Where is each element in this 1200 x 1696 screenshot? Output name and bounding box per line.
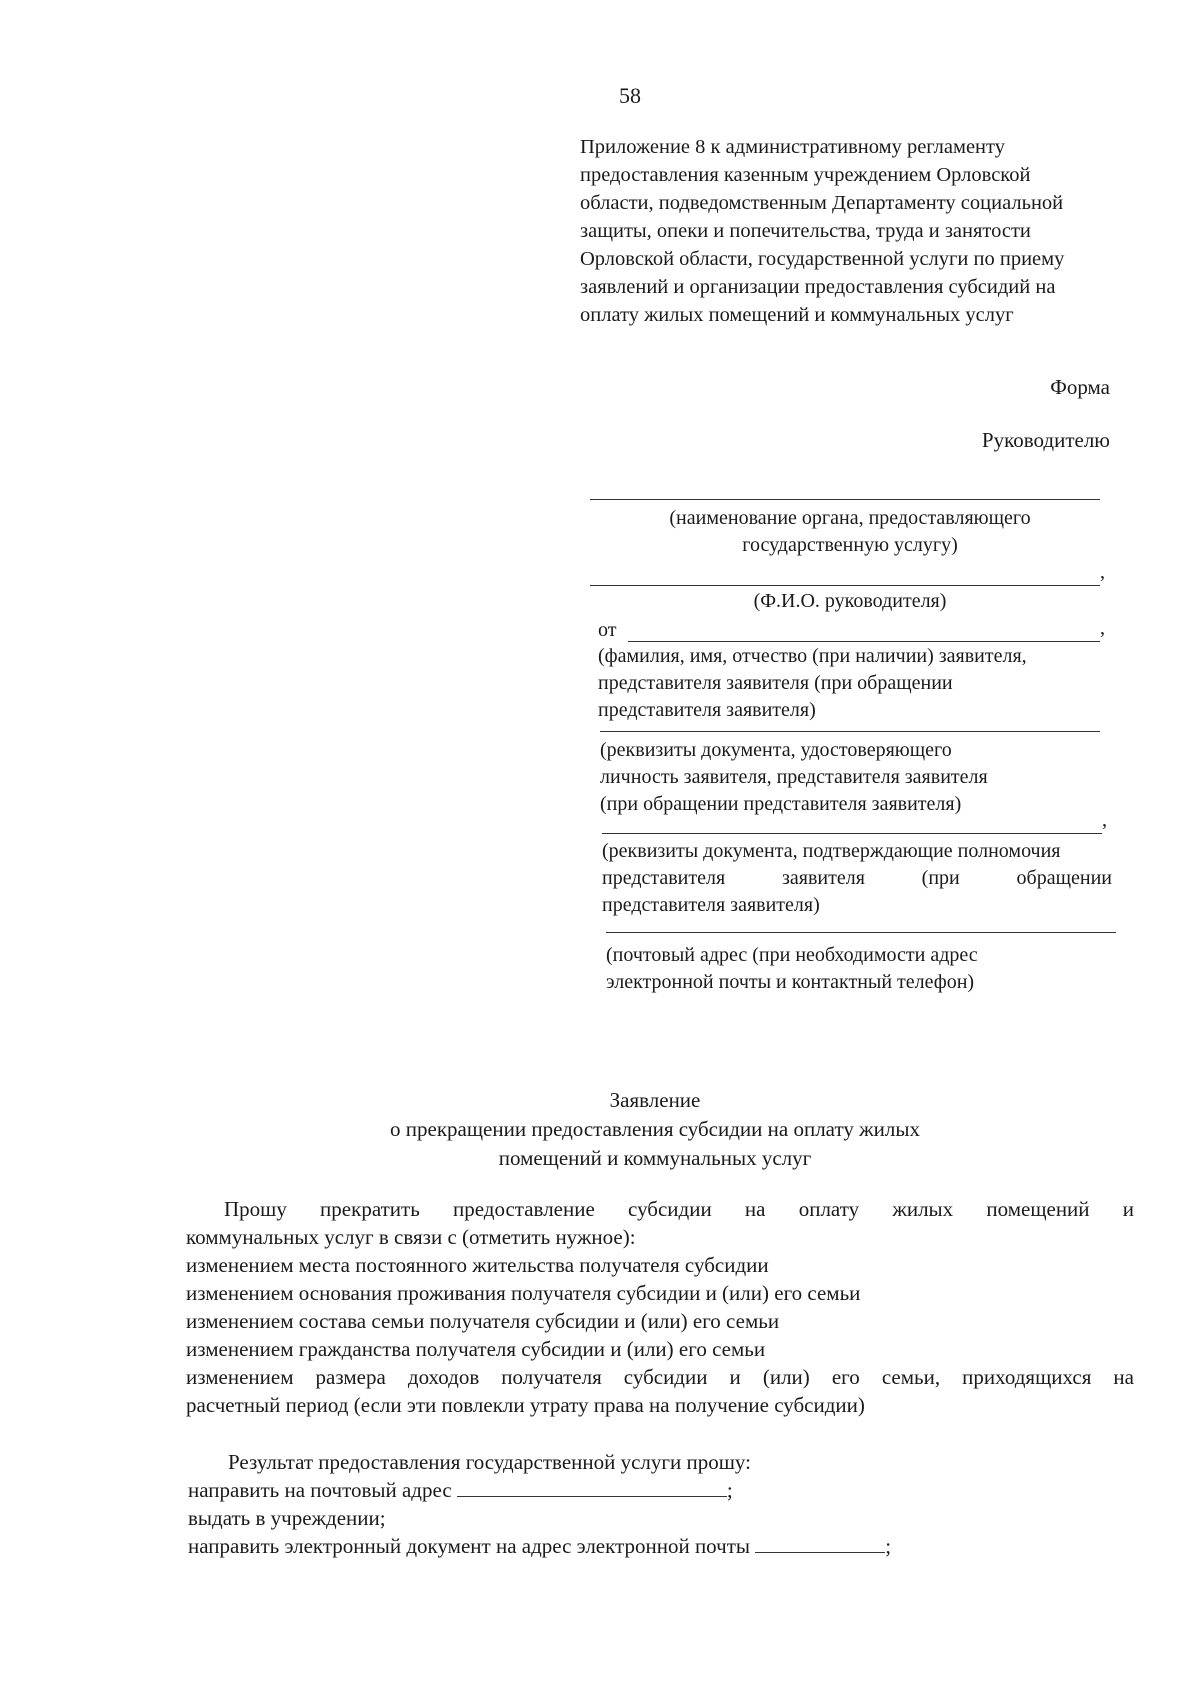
appendix-line: предоставления казенным учреждением Орловской (580, 164, 1031, 186)
email-blank[interactable] (755, 1534, 885, 1553)
form-label: Форма (1050, 375, 1110, 399)
id-document-line[interactable] (600, 731, 1100, 732)
id-document-caption: (реквизиты документа, удостоверяющего личность заявителя, представителя заявителя (при обращении представителя заявителя) (600, 739, 988, 815)
comma: , (1100, 561, 1105, 583)
applicant-caption: (фамилия, имя, отчество (при наличии) заявителя, представителя заявителя (при обращении представителя заявителя) (598, 645, 1027, 721)
appendix-line: Орловской области, государственной услуги по приему (580, 248, 1065, 270)
result-postal[interactable]: направить на почтовый адрес ; (188, 1478, 733, 1502)
option-family[interactable]: изменением состава семьи получателя субсидии и (или) его семьи (186, 1309, 780, 1333)
option-basis[interactable]: изменением основания проживания получателя субсидии и (или) его семьи (186, 1281, 861, 1305)
appendix-line: защиты, опеки и попечительства, труда и занятости (580, 220, 1031, 242)
appendix-line: Приложение 8 к административному регламенту (580, 136, 1005, 158)
request-body (186, 1195, 1134, 1419)
postal-blank[interactable] (457, 1478, 727, 1497)
appendix-reference (580, 133, 1120, 329)
result-email[interactable]: направить электронный документ на адрес электронной почты ; (188, 1534, 892, 1558)
organ-name-line[interactable] (590, 499, 1100, 500)
result-in-office[interactable]: выдать в учреждении; (188, 1506, 386, 1530)
head-caption: (Ф.И.О. руководителя) (753, 590, 947, 612)
result-section (188, 1448, 1088, 1560)
result-heading: Результат предоставления государственной услуги прошу: (228, 1450, 751, 1474)
authority-caption: (реквизиты документа, подтверждающие полномочия представителя заявителя (при обращении представителя заявителя) (602, 840, 1112, 916)
option-income-cont: расчетный период (если эти повлекли утрату права на получение субсидии) (186, 1393, 865, 1417)
authority-caption-justified: представителя заявителя (при обращении (602, 867, 1112, 889)
appendix-line: оплату жилых помещений и коммунальных услуг (580, 304, 1014, 326)
request-line: Прошу прекратить предоставление субсидии на оплату жилых помещений и (224, 1197, 1134, 1221)
addressee-to: Руководителю (981, 428, 1110, 452)
option-income[interactable]: изменением размера доходов получателя субсидии и (или) его семьи, приходящихся на (186, 1365, 1134, 1389)
organ-caption: (наименование органа, предоставляющего государственную услугу) (669, 507, 1031, 556)
applicant-name-line[interactable] (628, 641, 1100, 642)
page-number: 58 (619, 83, 641, 108)
appendix-line: области, подведомственным Департаменту социальной (580, 192, 1064, 214)
comma: , (1102, 809, 1107, 831)
comma: , (1100, 617, 1105, 639)
postal-caption: (почтовый адрес (при необходимости адрес электронной почты и контактный телефон) (606, 944, 978, 993)
appendix-line: заявлений и организации предоставления субсидий на (580, 276, 1056, 298)
document-title: Заявление о прекращении предоставления субсидии на оплату жилых помещений и коммунальных услуг (390, 1088, 920, 1170)
option-residence[interactable]: изменением места постоянного жительства получателя субсидии (186, 1253, 769, 1277)
postal-address-line[interactable] (606, 932, 1116, 933)
authority-document-line[interactable] (602, 833, 1102, 834)
head-name-line[interactable] (590, 585, 1100, 586)
from-label: от (598, 619, 617, 641)
option-citizenship[interactable]: изменением гражданства получателя субсидии и (или) его семьи (186, 1337, 766, 1361)
request-line: коммунальных услуг в связи с (отметить нужное): (186, 1225, 636, 1249)
